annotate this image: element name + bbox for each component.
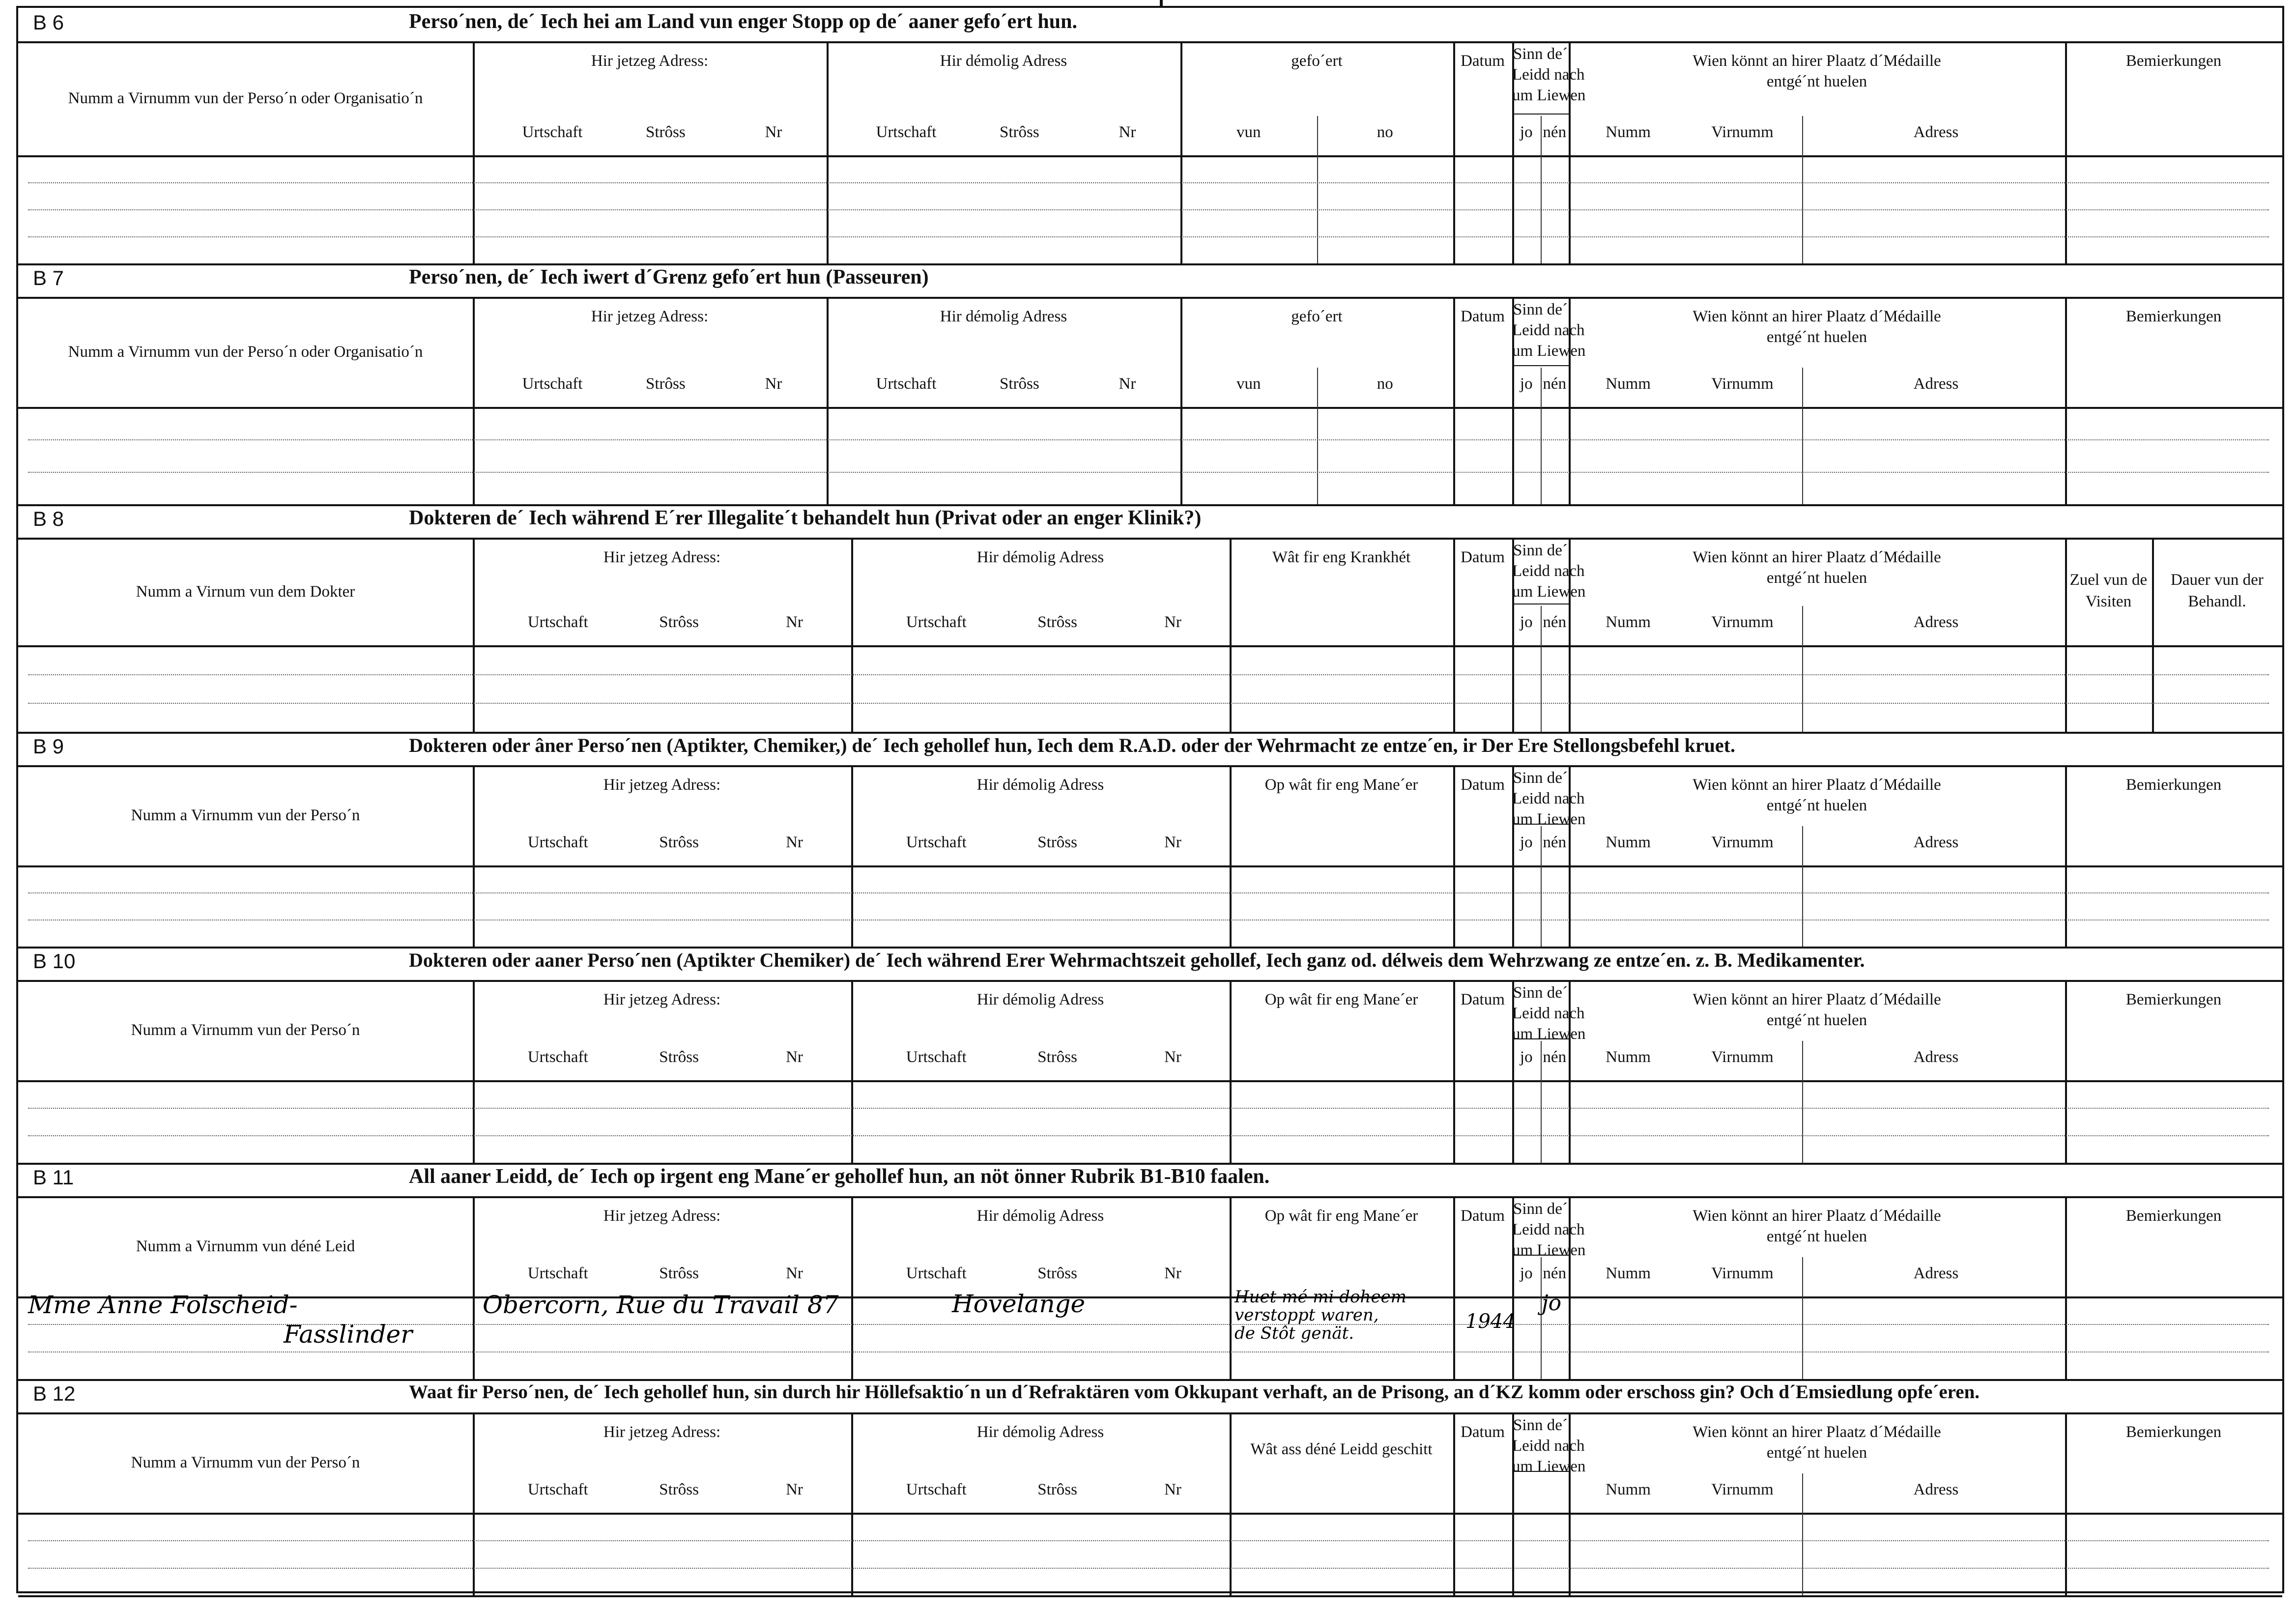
name-column-header: Numm a Virnumm vun déné Leid (136, 1237, 355, 1255)
former-address-header: Hir démolig Adress (940, 308, 1067, 325)
alive-line (1512, 365, 1569, 366)
section-code: B 11 (33, 1166, 74, 1189)
entry-line (28, 892, 2269, 893)
manner-header: Op wât fir eng Mane´er (1264, 991, 1418, 1008)
alive-header-3: um Liewen (1512, 1241, 1586, 1259)
medal-firstname-label: Virnumm (1711, 613, 1774, 631)
medal-address-label: Adress (1913, 613, 1959, 631)
what-happened-header: Wât ass déné Leidd geschitt (1250, 1440, 1433, 1458)
medal-address-label: Adress (1913, 375, 1959, 393)
date-header: Datum (1461, 308, 1505, 325)
entry-line (28, 1135, 2269, 1136)
medal-subdivider (1802, 826, 1803, 947)
section-table (18, 41, 2282, 265)
remarks-header: Bemierkungen (2125, 52, 2222, 70)
alive-yes-label: jo (1520, 1265, 1533, 1282)
transport-header: gefo´ert (1291, 52, 1343, 70)
handwritten-manner-line-1: Huet mé mi doheem (1234, 1287, 1406, 1307)
current-number-label: Nr (765, 375, 782, 393)
current-number-label: Nr (765, 123, 782, 141)
alive-line (1512, 114, 1569, 115)
section-table (18, 765, 2282, 949)
alive-header-2: Leidd nach (1512, 562, 1585, 580)
alive-subdivider (1541, 368, 1542, 504)
manner-header: Wât fir eng Krankhét (1272, 548, 1411, 566)
remarks-header: Bemierkungen (2125, 991, 2222, 1008)
alive-header-2: Leidd nach (1512, 1005, 1585, 1022)
handwritten-name-line-1: Mme Anne Folscheid- (28, 1291, 298, 1319)
date-header: Datum (1461, 991, 1505, 1008)
current-number-label: Nr (786, 613, 803, 631)
handwritten-current-address: Obercorn, Rue du Travail 87 (483, 1291, 839, 1319)
alive-subdivider (1541, 606, 1542, 732)
medal-header-2: entgé´nt huelen (1766, 569, 1867, 587)
medal-header-1: Wien könnt an hirer Plaatz d´Médaille (1693, 52, 1941, 70)
entry-line (28, 182, 2269, 183)
manner-header: Op wât fir eng Mane´er (1264, 776, 1418, 794)
medal-address-label: Adress (1913, 1048, 1959, 1066)
alive-header-2: Leidd nach (1512, 1221, 1585, 1238)
medal-subdivider (1802, 1041, 1803, 1163)
section-title: Perso´nen, de´ Iech hei am Land vun enger Stopp op de´ aaner gefo´ert hun. (409, 10, 1077, 33)
medal-address-label: Adress (1913, 1481, 1959, 1498)
medal-name-label: Numm (1606, 1481, 1651, 1498)
current-place-label: Urtschaft (522, 123, 583, 141)
medal-header-2: entgé´nt huelen (1766, 1444, 1867, 1462)
medal-firstname-label: Virnumm (1711, 375, 1774, 393)
current-address-header: Hir jetzeg Adress: (603, 548, 721, 566)
handwritten-manner-line-2: verstoppt waren, (1234, 1305, 1379, 1325)
name-column-header: Numm a Virnumm vun der Perso´n (131, 1021, 360, 1039)
transport-from-label: vun (1236, 375, 1261, 393)
medal-name-label: Numm (1606, 1048, 1651, 1066)
entry-line (28, 703, 2269, 704)
medal-subdivider (1802, 368, 1803, 504)
alive-yes-label: jo (1520, 1048, 1533, 1066)
medal-header-1: Wien könnt an hirer Plaatz d´Médaille (1693, 1207, 1941, 1225)
section-table (18, 538, 2282, 734)
alive-header-3: um Liewen (1512, 342, 1586, 360)
current-number-label: Nr (786, 1048, 803, 1066)
current-street-label: Strôss (646, 375, 686, 393)
current-number-label: Nr (786, 1481, 803, 1498)
current-street-label: Strôss (659, 1481, 699, 1498)
entry-line (28, 1568, 2269, 1569)
former-place-label: Urtschaft (876, 123, 937, 141)
current-address-header: Hir jetzeg Adress: (591, 308, 709, 325)
current-place-label: Urtschaft (527, 1481, 588, 1498)
former-street-label: Strôss (1037, 834, 1077, 851)
former-street-label: Strôss (1000, 375, 1039, 393)
section-b9 (18, 732, 2282, 947)
section-code: B 12 (33, 1382, 76, 1405)
current-number-label: Nr (786, 834, 803, 851)
entry-line (28, 472, 2269, 473)
alive-header-2: Leidd nach (1512, 790, 1585, 807)
former-address-header: Hir démolig Adress (940, 52, 1067, 70)
remarks-header: Bemierkungen (2125, 1423, 2222, 1441)
alive-subdivider (1541, 1041, 1542, 1163)
alive-header-3: um Liewen (1512, 86, 1586, 104)
alive-subdivider (1541, 116, 1542, 263)
alive-header-1: Sinn de´ (1513, 1200, 1568, 1218)
visits-header: Zuel vun de Visiten (2069, 571, 2148, 610)
alive-header-1: Sinn de´ (1513, 1416, 1568, 1434)
former-number-label: Nr (1164, 613, 1181, 631)
header-divider (18, 645, 2282, 647)
header-divider (18, 1080, 2282, 1082)
medal-header-1: Wien könnt an hirer Plaatz d´Médaille (1693, 991, 1941, 1008)
former-place-label: Urtschaft (906, 1048, 967, 1066)
section-table (18, 1412, 2282, 1597)
current-street-label: Strôss (659, 1048, 699, 1066)
current-place-label: Urtschaft (527, 1048, 588, 1066)
entry-line (28, 1351, 2269, 1352)
header-divider (18, 1513, 2282, 1515)
section-title: Dokteren oder âner Perso´nen (Aptikter, Chemiker,) de´ Iech gehollef hun, Iech dem R.A.D. oder der Wehrmacht ze entze´en, ir Der Ere Stellongsbefehl kruet. (409, 734, 1735, 756)
former-number-label: Nr (1164, 1265, 1181, 1282)
section-code: B 6 (33, 11, 64, 34)
handwritten-name-line-2: Fasslinder (284, 1320, 413, 1349)
remarks-header: Bemierkungen (2125, 1207, 2222, 1225)
alive-no-label: nén (1543, 375, 1567, 393)
header-divider (18, 407, 2282, 409)
section-title: Dokteren oder aaner Perso´nen (Aptikter Chemiker) de´ Iech während Erer Wehrmachtszeit gehollef, Iech ganz od. délweis dem Wehrzwang ze entze´en. z. B. Medikamenter. (409, 949, 1865, 971)
alive-header-1: Sinn de´ (1513, 45, 1568, 63)
current-address-header: Hir jetzeg Adress: (603, 776, 721, 794)
alive-line (1512, 1255, 1569, 1256)
alive-header-3: um Liewen (1512, 583, 1586, 601)
section-code: B 10 (33, 949, 76, 973)
current-place-label: Urtschaft (527, 834, 588, 851)
section-table (18, 297, 2282, 506)
alive-header-1: Sinn de´ (1513, 984, 1568, 1002)
current-address-header: Hir jetzeg Adress: (591, 52, 709, 70)
handwritten-manner-line-3: de Stôt genät. (1234, 1323, 1354, 1343)
medal-subdivider (1802, 1473, 1803, 1595)
medal-firstname-label: Virnumm (1711, 1048, 1774, 1066)
former-place-label: Urtschaft (876, 375, 937, 393)
header-divider (18, 155, 2282, 157)
former-street-label: Strôss (1000, 123, 1039, 141)
medal-name-label: Numm (1606, 1265, 1651, 1282)
medal-header-2: entgé´nt huelen (1766, 797, 1867, 814)
medal-header-1: Wien könnt an hirer Plaatz d´Médaille (1693, 548, 1941, 566)
medal-firstname-label: Virnumm (1711, 834, 1774, 851)
alive-subdivider (1541, 826, 1542, 947)
transport-to-label: no (1377, 123, 1393, 141)
former-number-label: Nr (1164, 1481, 1181, 1498)
alive-header-2: Leidd nach (1512, 321, 1585, 339)
former-address-header: Hir démolig Adress (976, 776, 1104, 794)
medal-header-1: Wien könnt an hirer Plaatz d´Médaille (1693, 1423, 1941, 1441)
section-b12 (18, 1379, 2282, 1595)
name-column-header: Numm a Virnumm vun der Perso´n (131, 1454, 360, 1471)
column-divider (1453, 43, 1455, 263)
form-sheet (16, 6, 2284, 1593)
alive-header-2: Leidd nach (1512, 66, 1585, 84)
section-table (18, 980, 2282, 1165)
section-title: Waat fir Perso´nen, de´ Iech gehollef hun, sin durch hir Höllefsaktio´n un d´Refraktären vom Okkupant verhaft, an de Prisong, an d´KZ komm oder erschoss gin? Och d´Emsiedlung opfe´eren. (409, 1381, 1980, 1403)
alive-header-1: Sinn de´ (1513, 769, 1568, 787)
alive-header-2: Leidd nach (1512, 1437, 1585, 1455)
name-column-header: Numm a Virnum vun dem Dokter (136, 582, 355, 601)
medal-subdivider (1802, 116, 1803, 263)
former-place-label: Urtschaft (906, 1265, 967, 1282)
medal-firstname-label: Virnumm (1711, 1265, 1774, 1282)
entry-line (28, 236, 2269, 237)
transport-subdivider (1317, 116, 1318, 263)
medal-header-2: entgé´nt huelen (1766, 328, 1867, 346)
medal-header-1: Wien könnt an hirer Plaatz d´Médaille (1693, 776, 1941, 794)
entry-line (28, 209, 2269, 210)
date-header: Datum (1461, 1423, 1505, 1441)
alive-header-1: Sinn de´ (1513, 542, 1568, 559)
medal-address-label: Adress (1913, 1265, 1959, 1282)
entry-line (28, 439, 2269, 440)
former-number-label: Nr (1119, 375, 1136, 393)
medal-name-label: Numm (1606, 613, 1651, 631)
current-place-label: Urtschaft (522, 375, 583, 393)
current-street-label: Strôss (659, 834, 699, 851)
former-street-label: Strôss (1037, 1048, 1077, 1066)
former-address-header: Hir démolig Adress (976, 1423, 1104, 1441)
header-divider (18, 865, 2282, 867)
former-street-label: Strôss (1037, 1481, 1077, 1498)
alive-header-3: um Liewen (1512, 1458, 1586, 1475)
name-column-header: Numm a Virnumm vun der Perso´n (131, 806, 360, 824)
entry-line (28, 1540, 2269, 1541)
column-divider (1180, 43, 1182, 263)
section-code: B 7 (33, 266, 64, 289)
medal-name-label: Numm (1606, 123, 1651, 141)
alive-no-label: nén (1543, 834, 1567, 851)
former-place-label: Urtschaft (906, 1481, 967, 1498)
name-column-header: Numm a Virnumm vun der Perso´n oder Organisatio´n (68, 89, 423, 107)
section-b8 (18, 504, 2282, 732)
date-header: Datum (1461, 52, 1505, 70)
medal-subdivider (1802, 606, 1803, 732)
alive-no-label: nén (1543, 613, 1567, 631)
medal-name-label: Numm (1606, 375, 1651, 393)
medal-header-1: Wien könnt an hirer Plaatz d´Médaille (1693, 308, 1941, 325)
column-divider (827, 299, 829, 504)
current-address-header: Hir jetzeg Adress: (603, 1207, 721, 1225)
handwritten-alive: jo (1542, 1291, 1562, 1316)
current-address-header: Hir jetzeg Adress: (603, 1423, 721, 1441)
former-place-label: Urtschaft (906, 613, 967, 631)
section-title: Dokteren de´ Iech während E´rer Illegalite´t behandelt hun (Privat oder an enger Klinik?) (409, 507, 1202, 529)
former-place-label: Urtschaft (906, 834, 967, 851)
remarks-header: Bemierkungen (2125, 776, 2222, 794)
column-divider (1453, 299, 1455, 504)
column-divider (2065, 43, 2067, 263)
former-street-label: Strôss (1037, 613, 1077, 631)
transport-header: gefo´ert (1291, 308, 1343, 325)
alive-line (1512, 824, 1569, 825)
alive-line (1512, 1471, 1569, 1472)
current-number-label: Nr (786, 1265, 803, 1282)
current-street-label: Strôss (659, 613, 699, 631)
date-header: Datum (1461, 776, 1505, 794)
medal-address-label: Adress (1913, 834, 1959, 851)
manner-header: Op wât fir eng Mane´er (1264, 1207, 1418, 1225)
alive-yes-label: jo (1520, 613, 1533, 631)
section-b6 (18, 8, 2282, 263)
former-address-header: Hir démolig Adress (976, 1207, 1104, 1225)
former-number-label: Nr (1164, 1048, 1181, 1066)
current-place-label: Urtschaft (527, 613, 588, 631)
current-street-label: Strôss (646, 123, 686, 141)
current-place-label: Urtschaft (527, 1265, 588, 1282)
column-divider (1180, 299, 1182, 504)
alive-no-label: nén (1543, 123, 1567, 141)
section-code: B 9 (33, 735, 64, 758)
medal-address-label: Adress (1913, 123, 1959, 141)
remarks-header: Bemierkungen (2125, 308, 2222, 325)
name-column-header: Numm a Virnumm vun der Perso´n oder Organisatio´n (68, 343, 423, 361)
section-title: All aaner Leidd, de´ Iech op irgent eng Mane´er gehollef hun, an nöt önner Rubrik B1-B10 faalen. (409, 1165, 1270, 1188)
date-header: Datum (1461, 1207, 1505, 1225)
handwritten-former-address: Hovelange (952, 1290, 1086, 1318)
entry-line (28, 1108, 2269, 1109)
former-number-label: Nr (1119, 123, 1136, 141)
section-code: B 8 (33, 507, 64, 530)
alive-no-label: nén (1543, 1048, 1567, 1066)
former-street-label: Strôss (1037, 1265, 1077, 1282)
medal-subdivider (1802, 1257, 1803, 1379)
medal-header-2: entgé´nt huelen (1766, 1011, 1867, 1029)
medal-firstname-label: Virnumm (1711, 1481, 1774, 1498)
medal-header-2: entgé´nt huelen (1766, 1228, 1867, 1245)
former-address-header: Hir démolig Adress (976, 548, 1104, 566)
transport-subdivider (1317, 368, 1318, 504)
section-table (18, 1196, 2282, 1381)
alive-line (1512, 1038, 1569, 1039)
header-divider (18, 1296, 2282, 1298)
section-b10 (18, 947, 2282, 1163)
handwritten-date: 1944 (1465, 1310, 1516, 1333)
medal-header-2: entgé´nt huelen (1766, 73, 1867, 90)
medal-firstname-label: Virnumm (1711, 123, 1774, 141)
duration-header: Dauer vun der Behandl. (2171, 571, 2264, 610)
current-street-label: Strôss (659, 1265, 699, 1282)
alive-subdivider (1541, 1257, 1542, 1379)
date-header: Datum (1461, 548, 1505, 566)
transport-from-label: vun (1236, 123, 1261, 141)
column-divider (827, 43, 829, 263)
section-title: Perso´nen, de´ Iech iwert d´Grenz gefo´ert hun (Passeuren) (409, 266, 929, 288)
transport-to-label: no (1377, 375, 1393, 393)
column-divider (473, 43, 475, 263)
former-number-label: Nr (1164, 834, 1181, 851)
medal-name-label: Numm (1606, 834, 1651, 851)
current-address-header: Hir jetzeg Adress: (603, 991, 721, 1008)
alive-yes-label: jo (1520, 375, 1533, 393)
alive-no-label: nén (1543, 1265, 1567, 1282)
alive-yes-label: jo (1520, 834, 1533, 851)
section-b7 (18, 263, 2282, 504)
alive-header-1: Sinn de´ (1513, 301, 1568, 318)
alive-header-3: um Liewen (1512, 810, 1586, 828)
alive-header-3: um Liewen (1512, 1025, 1586, 1043)
column-divider (2065, 299, 2067, 504)
former-address-header: Hir démolig Adress (976, 991, 1104, 1008)
alive-yes-label: jo (1520, 123, 1533, 141)
entry-line (28, 674, 2269, 675)
column-divider (473, 299, 475, 504)
